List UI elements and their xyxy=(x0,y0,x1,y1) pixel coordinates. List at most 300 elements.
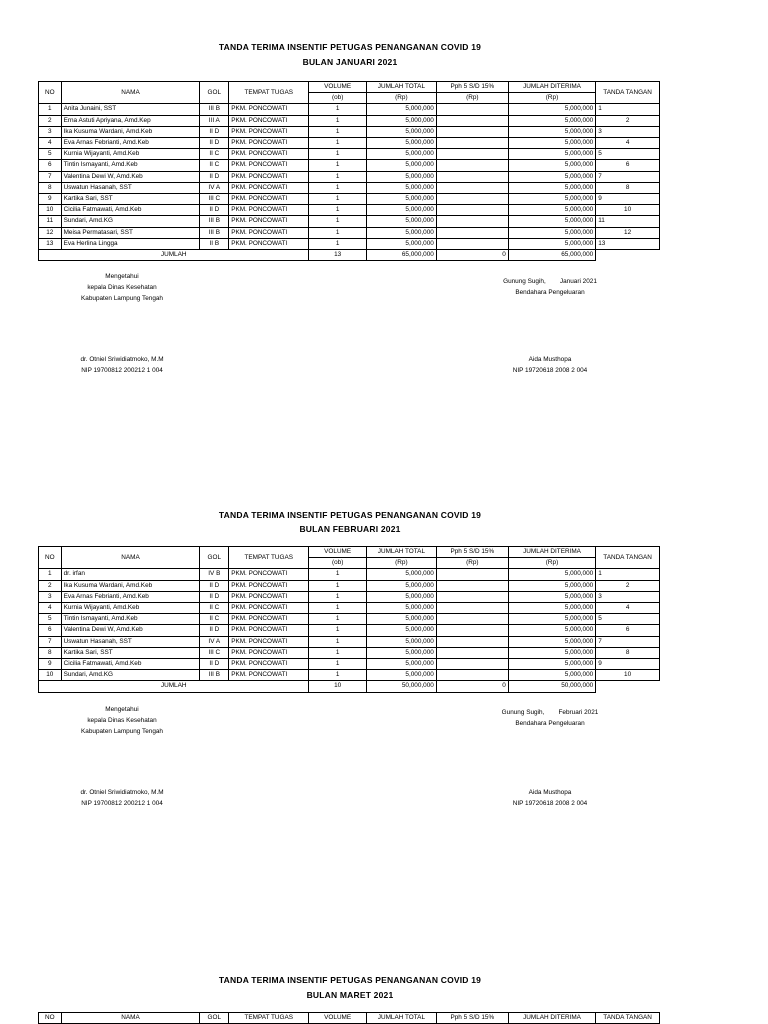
cell-diterima: 5,000,000 xyxy=(508,238,595,249)
cell-nama: Uswatun Hasanah, SST xyxy=(61,636,200,647)
col-header-tempat: TEMPAT TUGAS xyxy=(229,547,309,569)
cell-gol: III B xyxy=(200,216,229,227)
bendahara-label: Bendahara Pengeluaran xyxy=(515,720,585,727)
cell-nama: Uswatun Hasanah, SST xyxy=(61,182,200,193)
cell-gol: III B xyxy=(200,227,229,238)
col-header-gol: GOL xyxy=(200,547,229,569)
cell-tempat: PKM. PONCOWATI xyxy=(229,104,309,115)
cell-pph xyxy=(436,625,508,636)
incentive-table-maret xyxy=(38,1012,660,1024)
jumlah-diterima: 50,000,000 xyxy=(508,681,595,692)
col-header-tempat: TEMPAT TUGAS xyxy=(229,1013,309,1024)
jumlah-label: JUMLAH xyxy=(39,681,309,692)
unit-diterima: (Rp) xyxy=(508,93,595,104)
cell-volume: 1 xyxy=(309,205,367,216)
cell-nama: Cicilia Fatmawati, Amd.Keb xyxy=(61,659,200,670)
cell-total: 5,000,000 xyxy=(366,194,436,205)
col-header-diterima: JUMLAH DITERIMA xyxy=(508,82,595,93)
cell-pph xyxy=(436,659,508,670)
cell-tanda-tangan: 4 xyxy=(596,138,660,149)
cell-diterima: 5,000,000 xyxy=(508,591,595,602)
cell-pph xyxy=(436,205,508,216)
cell-total: 5,000,000 xyxy=(366,138,436,149)
cell-gol: II B xyxy=(200,238,229,249)
cell-tempat: PKM. PONCOWATI xyxy=(229,580,309,591)
table-row xyxy=(39,591,660,602)
cell-diterima: 5,000,000 xyxy=(508,625,595,636)
table-row xyxy=(39,216,660,227)
cell-nama: Kartika Sari, SST xyxy=(61,194,200,205)
cell-volume: 1 xyxy=(309,625,367,636)
col-header-volume: VOLUME xyxy=(309,1013,367,1024)
cell-no: 1 xyxy=(39,104,62,115)
cell-tanda-tangan: 13 xyxy=(596,238,660,249)
cell-tanda-tangan: 3 xyxy=(596,126,660,137)
cell-nama: Ika Kusuma Wardani, Amd.Keb xyxy=(61,580,200,591)
cell-total: 5,000,000 xyxy=(366,126,436,137)
cell-tempat: PKM. PONCOWATI xyxy=(229,115,309,126)
left-signature-block xyxy=(52,704,192,737)
left-signature-block xyxy=(52,271,192,304)
left-signer-nip: NIP 19700812 200212 1 004 xyxy=(81,800,163,807)
cell-total: 5,000,000 xyxy=(366,149,436,160)
cell-nama: Cicilia Fatmawati, Amd.Keb xyxy=(61,205,200,216)
cell-volume: 1 xyxy=(309,149,367,160)
table-row xyxy=(39,138,660,149)
col-header-pph: Pph 5 S/D 15% xyxy=(436,82,508,93)
cell-volume: 1 xyxy=(309,194,367,205)
cell-volume: 1 xyxy=(309,647,367,658)
cell-no: 11 xyxy=(39,216,62,227)
cell-nama: Eva Herlina Lingga xyxy=(61,238,200,249)
left-signer-name: dr. Otniel Sriwidiatmoko, M.M xyxy=(80,789,164,796)
cell-nama: Valentina Dewi W, Amd.Keb xyxy=(61,625,200,636)
jumlah-pph: 0 xyxy=(436,250,508,261)
cell-tempat: PKM. PONCOWATI xyxy=(229,182,309,193)
cell-diterima: 5,000,000 xyxy=(508,171,595,182)
cell-diterima: 5,000,000 xyxy=(508,104,595,115)
cell-gol: III C xyxy=(200,194,229,205)
cell-tempat: PKM. PONCOWATI xyxy=(229,126,309,137)
cell-volume: 1 xyxy=(309,636,367,647)
cell-no: 4 xyxy=(39,603,62,614)
cell-gol: II C xyxy=(200,160,229,171)
jumlah-label: JUMLAH xyxy=(39,250,309,261)
cell-pph xyxy=(436,138,508,149)
cell-nama: Erna Astuti Apriyana, Amd.Kep xyxy=(61,115,200,126)
col-header-no: NO xyxy=(39,547,62,569)
jumlah-volume: 10 xyxy=(309,681,367,692)
unit-total: (Rp) xyxy=(366,93,436,104)
jumlah-diterima: 65,000,000 xyxy=(508,250,595,261)
unit-pph: (Rp) xyxy=(436,558,508,569)
table-header-row xyxy=(39,547,660,558)
cell-tanda-tangan: 7 xyxy=(596,636,660,647)
right-signer xyxy=(485,787,615,809)
jumlah-pph: 0 xyxy=(436,681,508,692)
cell-total: 5,000,000 xyxy=(366,160,436,171)
cell-tempat: PKM. PONCOWATI xyxy=(229,171,309,182)
cell-total: 5,000,000 xyxy=(366,636,436,647)
cell-tanda-tangan: 2 xyxy=(596,115,660,126)
cell-no: 1 xyxy=(39,569,62,580)
cell-no: 9 xyxy=(39,659,62,670)
cell-tanda-tangan: 7 xyxy=(596,171,660,182)
cell-gol: IV B xyxy=(200,569,229,580)
right-signature-block xyxy=(485,707,615,729)
cell-no: 7 xyxy=(39,636,62,647)
cell-tanda-tangan: 8 xyxy=(596,647,660,658)
cell-total: 5,000,000 xyxy=(366,216,436,227)
cell-volume: 1 xyxy=(309,569,367,580)
cell-nama: Kurnia Wijayanti, Amd.Keb xyxy=(61,149,200,160)
kepala-dinas-label: kepala Dinas Kesehatan xyxy=(87,284,157,291)
col-header-gol: GOL xyxy=(200,1013,229,1024)
kepala-dinas-label: kepala Dinas Kesehatan xyxy=(87,717,157,724)
cell-diterima: 5,000,000 xyxy=(508,115,595,126)
cell-pph xyxy=(436,238,508,249)
cell-tanda-tangan: 5 xyxy=(596,149,660,160)
table-header-row xyxy=(39,82,660,93)
place-date-label: Gunung Sugih, Februari 2021 xyxy=(501,709,599,716)
cell-tempat: PKM. PONCOWATI xyxy=(229,194,309,205)
col-header-diterima: JUMLAH DITERIMA xyxy=(508,1013,595,1024)
cell-tanda-tangan: 11 xyxy=(596,216,660,227)
cell-total: 5,000,000 xyxy=(366,171,436,182)
jumlah-ttd-empty xyxy=(596,250,660,261)
cell-diterima: 5,000,000 xyxy=(508,636,595,647)
doc-title: TANDA TERIMA INSENTIF PETUGAS PENANGANAN COVID 19 xyxy=(218,42,482,52)
cell-tanda-tangan: 5 xyxy=(596,614,660,625)
cell-pph xyxy=(436,126,508,137)
cell-tempat: PKM. PONCOWATI xyxy=(229,205,309,216)
cell-tempat: PKM. PONCOWATI xyxy=(229,625,309,636)
cell-gol: II D xyxy=(200,126,229,137)
cell-diterima: 5,000,000 xyxy=(508,614,595,625)
cell-diterima: 5,000,000 xyxy=(508,647,595,658)
cell-pph xyxy=(436,160,508,171)
left-signer xyxy=(52,354,192,376)
cell-tanda-tangan: 10 xyxy=(596,670,660,681)
cell-volume: 1 xyxy=(309,115,367,126)
jumlah-volume: 13 xyxy=(309,250,367,261)
cell-gol: II D xyxy=(200,659,229,670)
table-header-row xyxy=(39,1013,660,1024)
cell-no: 8 xyxy=(39,647,62,658)
cell-pph xyxy=(436,149,508,160)
table-row xyxy=(39,171,660,182)
cell-gol: II D xyxy=(200,625,229,636)
cell-tempat: PKM. PONCOWATI xyxy=(229,216,309,227)
cell-pph xyxy=(436,194,508,205)
cell-no: 5 xyxy=(39,614,62,625)
cell-total: 5,000,000 xyxy=(366,670,436,681)
col-header-pph: Pph 5 S/D 15% xyxy=(436,547,508,558)
cell-diterima: 5,000,000 xyxy=(508,182,595,193)
table-row xyxy=(39,126,660,137)
unit-total: (Rp) xyxy=(366,558,436,569)
cell-diterima: 5,000,000 xyxy=(508,227,595,238)
cell-tanda-tangan: 10 xyxy=(596,205,660,216)
cell-nama: Anita Junaini, SST xyxy=(61,104,200,115)
cell-nama: Kurnia Wijayanti, Amd.Keb xyxy=(61,603,200,614)
cell-tempat: PKM. PONCOWATI xyxy=(229,138,309,149)
cell-total: 5,000,000 xyxy=(366,614,436,625)
table-row xyxy=(39,194,660,205)
cell-volume: 1 xyxy=(309,216,367,227)
cell-pph xyxy=(436,591,508,602)
unit-diterima: (Rp) xyxy=(508,558,595,569)
cell-gol: II C xyxy=(200,149,229,160)
cell-no: 12 xyxy=(39,227,62,238)
cell-gol: III C xyxy=(200,647,229,658)
cell-gol: II D xyxy=(200,205,229,216)
cell-diterima: 5,000,000 xyxy=(508,138,595,149)
cell-no: 6 xyxy=(39,625,62,636)
table-row xyxy=(39,580,660,591)
cell-tanda-tangan: 3 xyxy=(596,591,660,602)
cell-tempat: PKM. PONCOWATI xyxy=(229,647,309,658)
cell-diterima: 5,000,000 xyxy=(508,603,595,614)
doc-title: TANDA TERIMA INSENTIF PETUGAS PENANGANAN COVID 19 xyxy=(218,510,482,520)
cell-gol: II D xyxy=(200,591,229,602)
cell-diterima: 5,000,000 xyxy=(508,126,595,137)
cell-pph xyxy=(436,216,508,227)
table-row xyxy=(39,205,660,216)
cell-diterima: 5,000,000 xyxy=(508,149,595,160)
col-header-volume: VOLUME xyxy=(309,82,367,93)
cell-no: 9 xyxy=(39,194,62,205)
kabupaten-label: Kabupaten Lampung Tengah xyxy=(81,728,163,735)
cell-nama: dr. irfan xyxy=(61,569,200,580)
cell-no: 7 xyxy=(39,171,62,182)
cell-diterima: 5,000,000 xyxy=(508,670,595,681)
cell-gol: II C xyxy=(200,614,229,625)
col-header-gol: GOL xyxy=(200,82,229,104)
table-row xyxy=(39,238,660,249)
table-row xyxy=(39,636,660,647)
cell-pph xyxy=(436,580,508,591)
cell-tempat: PKM. PONCOWATI xyxy=(229,659,309,670)
jumlah-total: 50,000,000 xyxy=(366,681,436,692)
place-date-label: Gunung Sugih, Januari 2021 xyxy=(503,278,597,285)
left-signer xyxy=(52,787,192,809)
cell-total: 5,000,000 xyxy=(366,603,436,614)
cell-diterima: 5,000,000 xyxy=(508,216,595,227)
cell-tanda-tangan: 1 xyxy=(596,569,660,580)
cell-gol: III B xyxy=(200,670,229,681)
cell-tanda-tangan: 9 xyxy=(596,194,660,205)
cell-no: 4 xyxy=(39,138,62,149)
cell-tempat: PKM. PONCOWATI xyxy=(229,636,309,647)
cell-tanda-tangan: 6 xyxy=(596,160,660,171)
cell-total: 5,000,000 xyxy=(366,591,436,602)
col-header-nama: NAMA xyxy=(61,547,200,569)
cell-pph xyxy=(436,171,508,182)
cell-total: 5,000,000 xyxy=(366,238,436,249)
cell-tempat: PKM. PONCOWATI xyxy=(229,227,309,238)
cell-pph xyxy=(436,227,508,238)
col-header-volume: VOLUME xyxy=(309,547,367,558)
cell-tanda-tangan: 12 xyxy=(596,227,660,238)
cell-no: 13 xyxy=(39,238,62,249)
table-row xyxy=(39,149,660,160)
cell-volume: 1 xyxy=(309,238,367,249)
doc-subtitle-month: BULAN MARET 2021 xyxy=(306,990,394,1000)
cell-gol: II D xyxy=(200,138,229,149)
doc-title: TANDA TERIMA INSENTIF PETUGAS PENANGANAN COVID 19 xyxy=(218,975,482,985)
jumlah-row xyxy=(39,681,660,692)
table-row xyxy=(39,625,660,636)
right-signer-nip: NIP 19720618 2008 2 004 xyxy=(512,800,588,807)
cell-tempat: PKM. PONCOWATI xyxy=(229,569,309,580)
table-row xyxy=(39,614,660,625)
table-row xyxy=(39,182,660,193)
cell-no: 3 xyxy=(39,591,62,602)
cell-volume: 1 xyxy=(309,182,367,193)
cell-no: 2 xyxy=(39,580,62,591)
cell-volume: 1 xyxy=(309,227,367,238)
cell-tempat: PKM. PONCOWATI xyxy=(229,160,309,171)
cell-total: 5,000,000 xyxy=(366,647,436,658)
cell-pph xyxy=(436,670,508,681)
cell-nama: Kartika Sari, SST xyxy=(61,647,200,658)
col-header-ttd: TANDA TANGAN xyxy=(596,1013,660,1024)
col-header-no: NO xyxy=(39,82,62,104)
doc-subtitle-month: BULAN FEBRUARI 2021 xyxy=(299,524,401,534)
unit-volume: (ob) xyxy=(309,558,367,569)
unit-pph: (Rp) xyxy=(436,93,508,104)
cell-tanda-tangan: 1 xyxy=(596,104,660,115)
cell-volume: 1 xyxy=(309,126,367,137)
cell-nama: Ika Kusuma Wardani, Amd.Keb xyxy=(61,126,200,137)
cell-total: 5,000,000 xyxy=(366,659,436,670)
left-signer-name: dr. Otniel Sriwidiatmoko, M.M xyxy=(80,356,164,363)
jumlah-row xyxy=(39,250,660,261)
cell-total: 5,000,000 xyxy=(366,625,436,636)
cell-volume: 1 xyxy=(309,591,367,602)
cell-tempat: PKM. PONCOWATI xyxy=(229,591,309,602)
cell-tanda-tangan: 4 xyxy=(596,603,660,614)
table-row xyxy=(39,670,660,681)
cell-volume: 1 xyxy=(309,160,367,171)
col-header-ttd: TANDA TANGAN xyxy=(596,547,660,569)
cell-gol: II D xyxy=(200,171,229,182)
cell-volume: 1 xyxy=(309,104,367,115)
cell-volume: 1 xyxy=(309,603,367,614)
cell-nama: Eva Arnas Febrianti, Amd.Keb xyxy=(61,591,200,602)
right-signer-nip: NIP 19720618 2008 2 004 xyxy=(512,367,588,374)
cell-volume: 1 xyxy=(309,580,367,591)
cell-pph xyxy=(436,636,508,647)
jumlah-ttd-empty xyxy=(596,681,660,692)
cell-volume: 1 xyxy=(309,171,367,182)
cell-diterima: 5,000,000 xyxy=(508,659,595,670)
cell-diterima: 5,000,000 xyxy=(508,580,595,591)
cell-tanda-tangan: 8 xyxy=(596,182,660,193)
table-row xyxy=(39,603,660,614)
cell-total: 5,000,000 xyxy=(366,104,436,115)
col-header-no: NO xyxy=(39,1013,62,1024)
right-signer-name: Aida Musthopa xyxy=(528,789,572,796)
cell-diterima: 5,000,000 xyxy=(508,569,595,580)
kabupaten-label: Kabupaten Lampung Tengah xyxy=(81,295,163,302)
cell-tempat: PKM. PONCOWATI xyxy=(229,149,309,160)
table-row xyxy=(39,569,660,580)
cell-tanda-tangan: 9 xyxy=(596,659,660,670)
cell-pph xyxy=(436,569,508,580)
cell-total: 5,000,000 xyxy=(366,569,436,580)
doc-subtitle-month: BULAN JANUARI 2021 xyxy=(302,57,398,67)
col-header-nama: NAMA xyxy=(61,82,200,104)
table-row xyxy=(39,104,660,115)
incentive-table-januari xyxy=(38,81,660,261)
cell-total: 5,000,000 xyxy=(366,580,436,591)
cell-tanda-tangan: 2 xyxy=(596,580,660,591)
col-header-pph: Pph 5 S/D 15% xyxy=(436,1013,508,1024)
cell-gol: IV A xyxy=(200,636,229,647)
col-header-ttd: TANDA TANGAN xyxy=(596,82,660,104)
col-header-total: JUMLAH TOTAL xyxy=(366,547,436,558)
cell-no: 8 xyxy=(39,182,62,193)
cell-nama: Tintin Ismayanti, Amd.Keb xyxy=(61,614,200,625)
cell-volume: 1 xyxy=(309,659,367,670)
cell-pph xyxy=(436,115,508,126)
cell-gol: II D xyxy=(200,580,229,591)
cell-pph xyxy=(436,603,508,614)
left-signer-nip: NIP 19700812 200212 1 004 xyxy=(81,367,163,374)
cell-total: 5,000,000 xyxy=(366,205,436,216)
table-row xyxy=(39,160,660,171)
cell-nama: Valentina Dewi W, Amd.Keb xyxy=(61,171,200,182)
table-row xyxy=(39,647,660,658)
cell-nama: Tintin Ismayanti, Amd.Keb xyxy=(61,160,200,171)
cell-gol: III A xyxy=(200,115,229,126)
cell-no: 5 xyxy=(39,149,62,160)
table-row xyxy=(39,115,660,126)
cell-total: 5,000,000 xyxy=(366,115,436,126)
cell-diterima: 5,000,000 xyxy=(508,205,595,216)
cell-tempat: PKM. PONCOWATI xyxy=(229,670,309,681)
cell-nama: Meisa Permatasari, SST xyxy=(61,227,200,238)
cell-gol: II C xyxy=(200,603,229,614)
cell-no: 10 xyxy=(39,670,62,681)
cell-tempat: PKM. PONCOWATI xyxy=(229,603,309,614)
col-header-diterima: JUMLAH DITERIMA xyxy=(508,547,595,558)
cell-diterima: 5,000,000 xyxy=(508,160,595,171)
cell-nama: Eva Arnas Febrianti, Amd.Keb xyxy=(61,138,200,149)
incentive-table-februari xyxy=(38,546,660,693)
cell-pph xyxy=(436,614,508,625)
cell-pph xyxy=(436,647,508,658)
cell-volume: 1 xyxy=(309,614,367,625)
cell-diterima: 5,000,000 xyxy=(508,194,595,205)
cell-pph xyxy=(436,104,508,115)
col-header-total: JUMLAH TOTAL xyxy=(366,1013,436,1024)
cell-total: 5,000,000 xyxy=(366,227,436,238)
jumlah-total: 65,000,000 xyxy=(366,250,436,261)
right-signer-name: Aida Musthopa xyxy=(528,356,572,363)
unit-volume: (ob) xyxy=(309,93,367,104)
cell-nama: Sundari, Amd.KG xyxy=(61,216,200,227)
cell-gol: IV A xyxy=(200,182,229,193)
cell-gol: III B xyxy=(200,104,229,115)
right-signer xyxy=(485,354,615,376)
table-row xyxy=(39,227,660,238)
table-row xyxy=(39,659,660,670)
cell-pph xyxy=(436,182,508,193)
cell-tanda-tangan: 6 xyxy=(596,625,660,636)
